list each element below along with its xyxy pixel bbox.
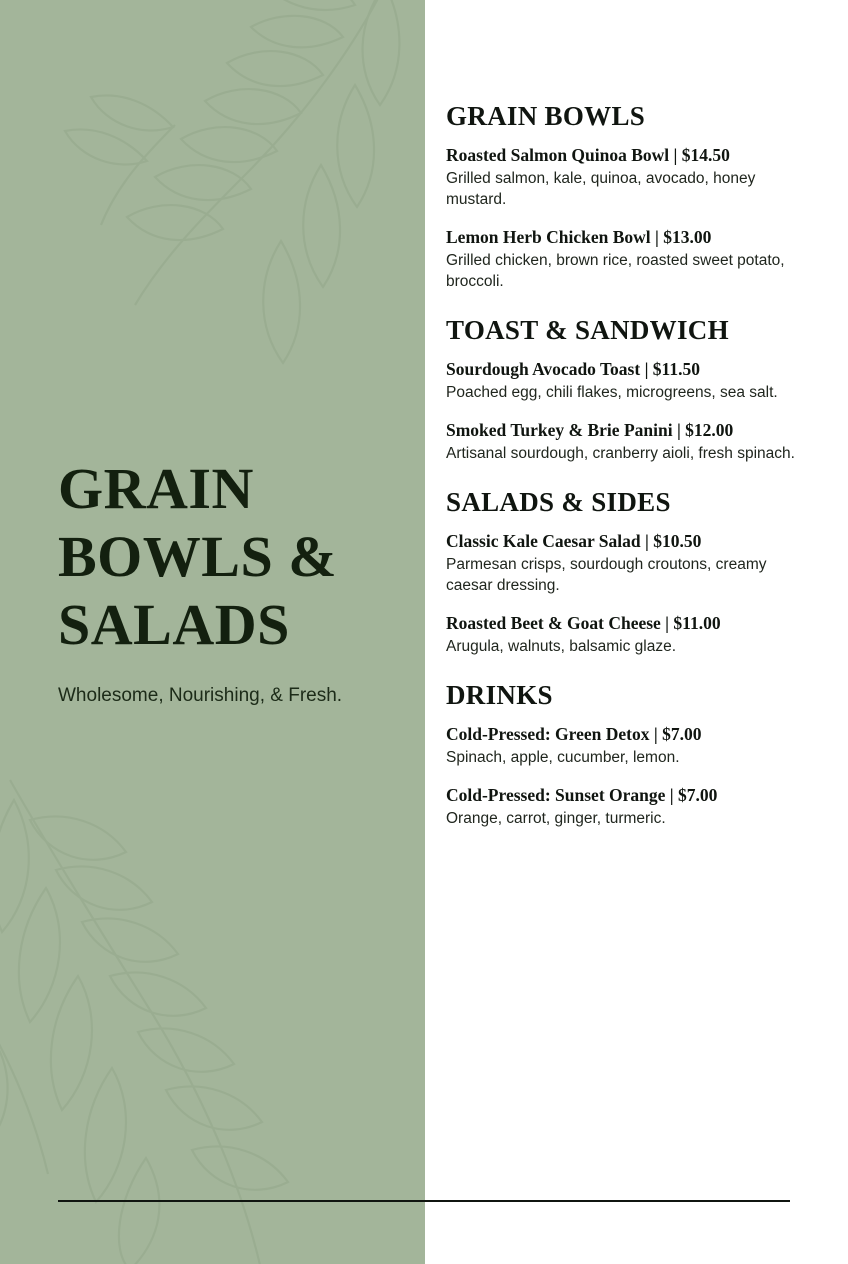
menu-item-description: Poached egg, chili flakes, microgreens, sea salt. xyxy=(446,384,778,401)
menu-item-title: Cold-Pressed: Green Detox | $7.00 xyxy=(446,724,702,744)
leaf-branch-top-icon xyxy=(55,0,425,375)
cover-text-block xyxy=(58,455,388,711)
section-heading-grain-bowls: GRAIN BOWLS xyxy=(446,101,646,131)
menu-item-title: Smoked Turkey & Brie Panini | $12.00 xyxy=(446,420,734,440)
menu-item-title: Cold-Pressed: Sunset Orange | $7.00 xyxy=(446,785,718,805)
menu-item xyxy=(446,418,812,464)
menu-sections xyxy=(446,100,812,851)
menu-item-title: Classic Kale Caesar Salad | $10.50 xyxy=(446,531,702,551)
leaf-branch-bottom-icon xyxy=(0,760,370,1264)
menu-item-title: Roasted Salmon Quinoa Bowl | $14.50 xyxy=(446,145,730,165)
menu-item-description: Arugula, walnuts, balsamic glaze. xyxy=(446,638,677,655)
section-heading-toast-sandwich: TOAST & SANDWICH xyxy=(446,315,729,345)
menu-item xyxy=(446,722,812,768)
menu-item-description: Grilled salmon, kale, quinoa, avocado, honey mustard. xyxy=(446,170,756,208)
section-heading-drinks: DRINKS xyxy=(446,680,553,710)
menu-item-description: Grilled chicken, brown rice, roasted sweet potato, broccoli. xyxy=(446,252,785,290)
menu-item xyxy=(446,143,812,210)
menu-item-description: Parmesan crisps, sourdough croutons, creamy caesar dressing. xyxy=(446,556,767,594)
menu-item xyxy=(446,529,812,596)
menu-item-title: Lemon Herb Chicken Bowl | $13.00 xyxy=(446,227,712,247)
menu-item xyxy=(446,357,812,403)
footer-divider xyxy=(58,1200,790,1202)
menu-section xyxy=(446,100,812,292)
section-heading-salads-sides: SALADS & SIDES xyxy=(446,487,671,517)
menu-section xyxy=(446,679,812,829)
menu-item xyxy=(446,611,812,657)
menu-item-title: Sourdough Avocado Toast | $11.50 xyxy=(446,359,700,379)
menu-section xyxy=(446,486,812,657)
menu-section xyxy=(446,314,812,464)
menu-item xyxy=(446,783,812,829)
menu-item-description: Spinach, apple, cucumber, lemon. xyxy=(446,749,680,766)
page-tagline: Wholesome, Nourishing, & Fresh. xyxy=(58,685,343,706)
menu-item-description: Artisanal sourdough, cranberry aioli, fresh spinach. xyxy=(446,445,795,462)
menu-panel xyxy=(425,0,848,1264)
menu-item-description: Orange, carrot, ginger, turmeric. xyxy=(446,810,666,827)
menu-item xyxy=(446,225,812,292)
page-title: GRAIN BOWLS & SALADS xyxy=(58,456,338,657)
menu-item-title: Roasted Beet & Goat Cheese | $11.00 xyxy=(446,613,721,633)
